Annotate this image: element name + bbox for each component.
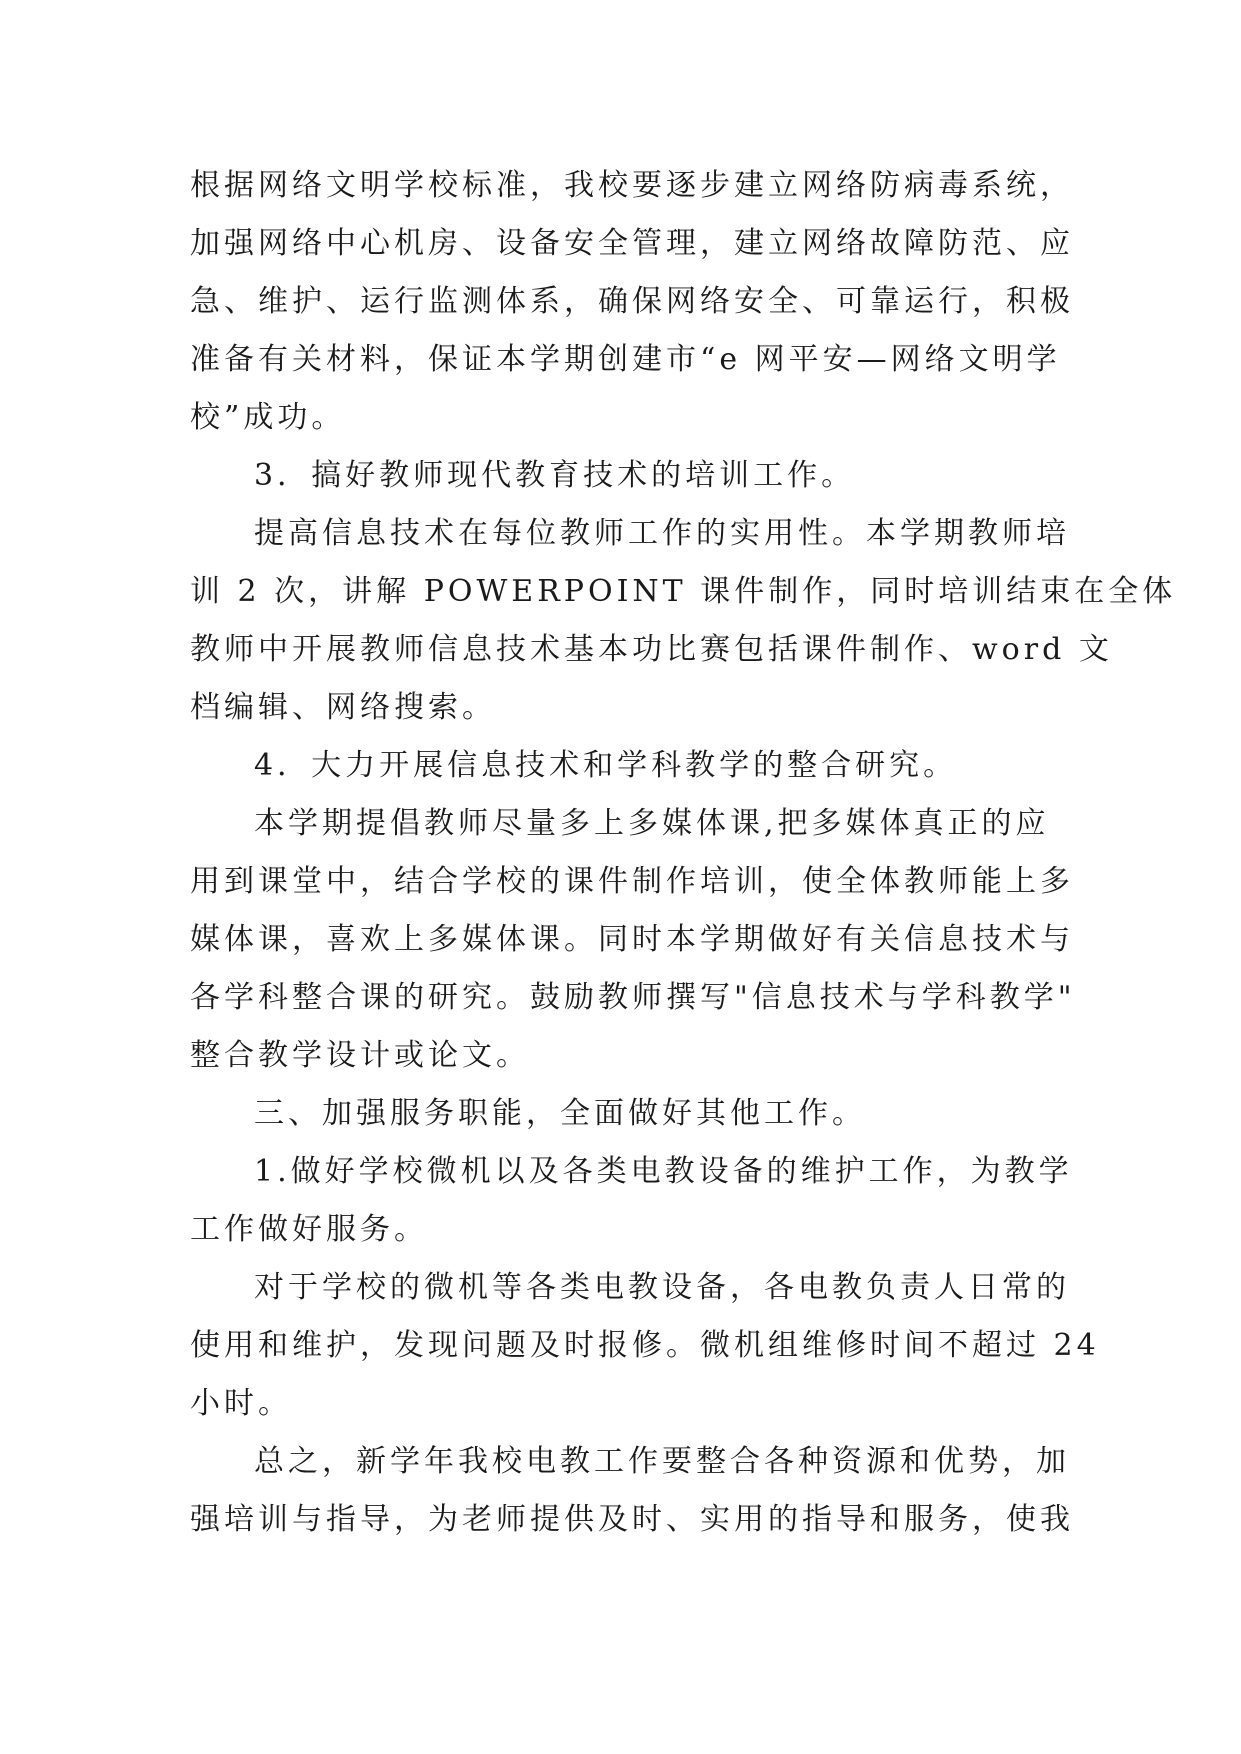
text-line: 对于学校的微机等各类电教设备，各电教负责人日常的 <box>254 1270 1070 1305</box>
section-heading-4: 4．大力开展信息技术和学科教学的整合研究。 <box>254 748 958 783</box>
text-line: 使用和维护，发现问题及时报修。微机组维修时间不超过 24 <box>190 1328 1100 1363</box>
text-line: 强培训与指导，为老师提供及时、实用的指导和服务，使我 <box>190 1502 1074 1537</box>
document-body <box>190 157 1177 1549</box>
text-line: 急、维护、运行监测体系，确保网络安全、可靠运行，积极 <box>190 284 1074 319</box>
text-line: 各学科整合课的研究。鼓励教师撰写"信息技术与学科教学" <box>190 980 1076 1015</box>
section-heading-three: 三、加强服务职能，全面做好其他工作。 <box>254 1096 866 1131</box>
text-line: 教师中开展教师信息技术基本功比赛包括课件制作、word 文 <box>190 632 1113 667</box>
text-line: 媒体课，喜欢上多媒体课。同时本学期做好有关信息技术与 <box>190 922 1074 957</box>
section-heading-3: 3．搞好教师现代教育技术的培训工作。 <box>254 458 856 493</box>
text-line: 训 2 次，讲解 POWERPOINT 课件制作，同时培训结束在全体 <box>190 574 1177 609</box>
text-line: 工作做好服务。 <box>190 1212 428 1247</box>
text-line: 准备有关材料，保证本学期创建市“e 网平安—网络文明学 <box>190 342 1061 377</box>
subsection-heading-1: 1.做好学校微机以及各类电教设备的维护工作，为教学 <box>254 1154 1073 1189</box>
text-line: 提高信息技术在每位教师工作的实用性。本学期教师培 <box>254 516 1070 551</box>
text-line: 用到课堂中，结合学校的课件制作培训，使全体教师能上多 <box>190 864 1074 899</box>
text-line: 档编辑、网络搜索。 <box>190 690 496 725</box>
text-line: 校”成功。 <box>190 400 346 435</box>
text-line: 本学期提倡教师尽量多上多媒体课,把多媒体真正的应 <box>254 806 1050 841</box>
text-line: 小时。 <box>190 1386 292 1421</box>
text-line: 根据网络文明学校标准，我校要逐步建立网络防病毒系统， <box>190 168 1074 203</box>
text-line: 总之，新学年我校电教工作要整合各种资源和优势，加 <box>254 1444 1070 1479</box>
text-line: 加强网络中心机房、设备安全管理，建立网络故障防范、应 <box>190 226 1074 261</box>
text-line: 整合教学设计或论文。 <box>190 1038 530 1073</box>
